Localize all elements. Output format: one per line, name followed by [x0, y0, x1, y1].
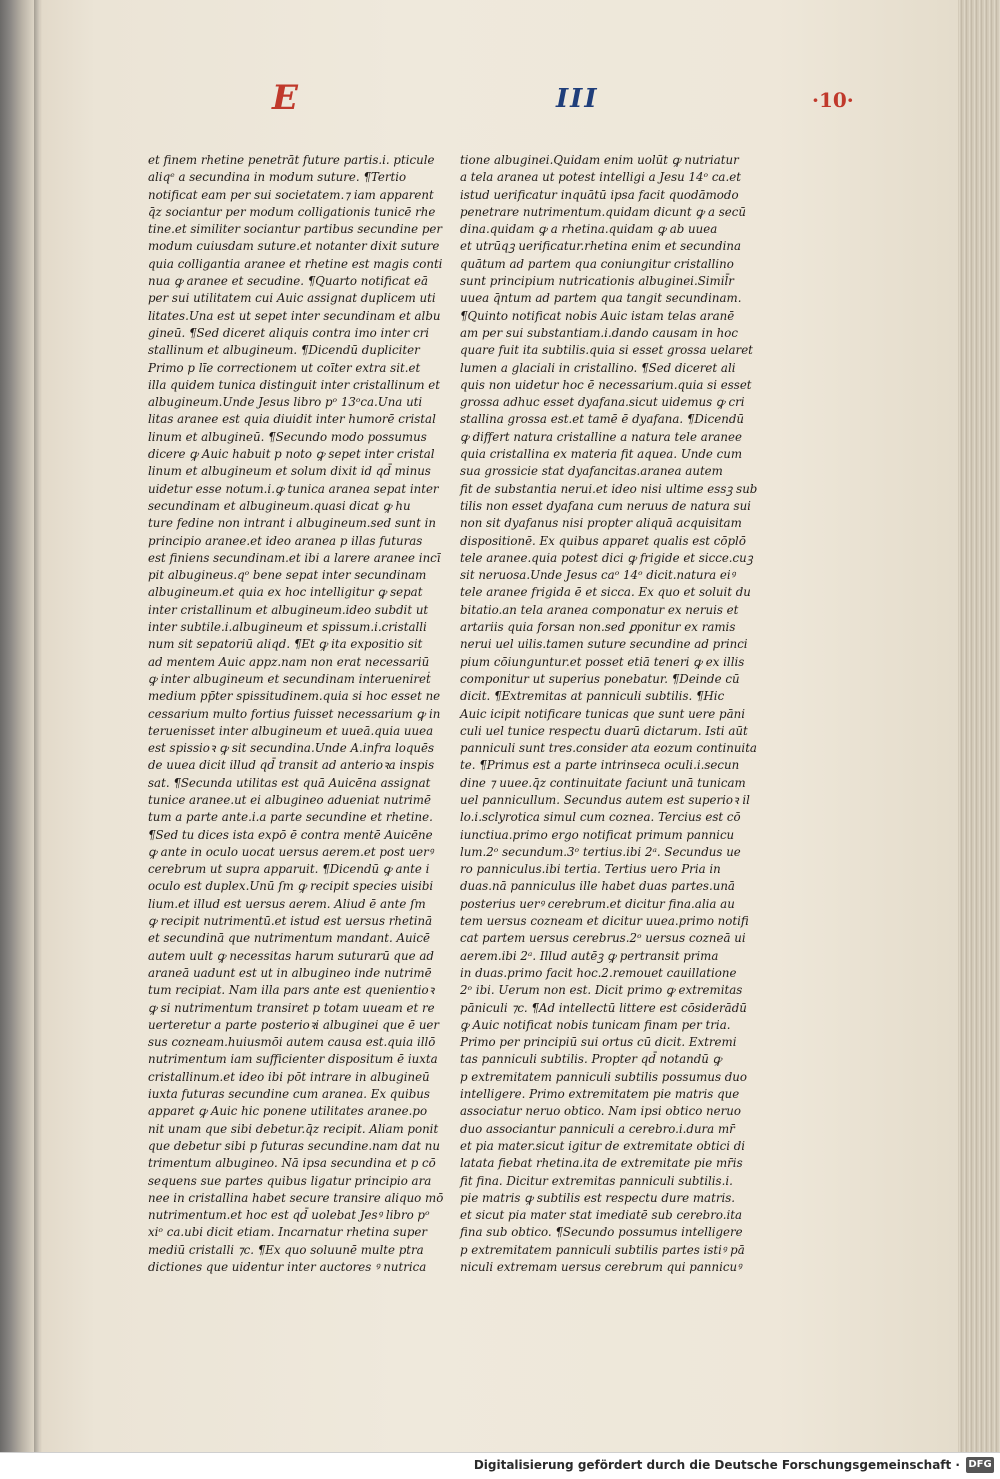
text-column-left — [148, 152, 444, 1274]
text-line: quare fuit ita subtilis.quia si esset grossa uelaret — [460, 343, 753, 358]
text-line: stallina grossa est.et tamē ē dyafana. ¶Dicendū — [460, 412, 744, 427]
text-line: sat. ¶Secunda utilitas est quā Auicēna assignat — [148, 775, 431, 790]
text-line: culi uel tunice respectu duarū dictarum. Isti aūt — [460, 723, 748, 738]
text-line: in duas.primo facit hoc.2.remouet cauillatione — [460, 965, 737, 980]
text-line: sua grossicie stat dyafancitas.aranea autem — [460, 464, 723, 479]
text-line: quis non uidetur hoc ē necessarium.quia si esset — [460, 377, 752, 392]
text-line: fit de substantia nerui.et ideo nisi ultime essꝫ sub — [460, 481, 758, 496]
text-line: medium pp̄ter spissitudinem.quia si hoc esset ne — [148, 689, 441, 704]
text-line: secundinam et albugineum.quasi dicat ꝙ hu — [148, 498, 411, 513]
text-line: p extremitatem panniculi subtilis partes istiꝰ pā — [460, 1242, 745, 1257]
text-line: nutrimentum.et hoc est qd̄ uolebat Jesꝰ libro pᵒ — [148, 1208, 430, 1223]
text-line: albugineum.et quia ex hoc intelligitur ꝙ sepat — [148, 585, 423, 600]
text-line: trimentum albugineo. Nā ipsa secundina et p cō — [148, 1156, 436, 1171]
text-line: ture fedine non intrant i albugineum.sed sunt in — [148, 516, 436, 531]
text-line: linum et albugineum et solum dixit id qd̄ minus — [148, 464, 431, 479]
text-line: stallinum et albugineum. ¶Dicendū dupliciter — [148, 343, 420, 358]
text-line: pie matris ꝙ subtilis est respectu dure matris. — [460, 1190, 736, 1205]
text-line: Primo per principiū sui ortus cū dicit. Extremi — [460, 1035, 737, 1050]
text-line: pāniculi ⁊c. ¶Ad intellectū littere est cōsiderādū — [460, 1000, 747, 1015]
text-line: modum cuiusdam suture.et notanter dixit suture — [148, 239, 440, 254]
header-initial: E — [272, 78, 298, 118]
text-line: artariis quia forsan non.sed ꝑponitur ex ramis — [460, 620, 736, 635]
text-line: intelligere. Primo extremitatem pie matris que — [460, 1087, 740, 1102]
header-section-mark: III — [556, 84, 599, 114]
text-line: dicere ꝙ Auic habuit p noto ꝙ sepet inter cristal — [148, 447, 435, 462]
text-line: sus cozneam.huiusmōi autem causa est.quia illō — [148, 1035, 436, 1050]
text-line: et pia mater.sicut igitur de extremitate obtici di — [460, 1138, 746, 1153]
text-line: nerui uel uilis.tamen suture secundine ad princi — [460, 637, 748, 652]
text-line: tum recipiat. Nam illa pars ante est quenientioꝛ — [148, 983, 435, 998]
text-line: principio aranee.et ideo aranea p illas futuras — [148, 533, 423, 548]
gutter-shadow — [34, 0, 42, 1452]
text-line: grossa adhuc esset dyafana.sicut uidemus ꝙ cri — [460, 395, 745, 410]
text-line: cerebrum ut supra apparuit. ¶Dicendū ꝙ ante i — [148, 862, 430, 877]
text-line: quia colligantia aranee et rhetine est magis conti — [148, 256, 443, 271]
text-line: inter cristallinum et albugineum.ideo subdit ut — [148, 602, 429, 617]
text-line: associatur neruo obtico. Nam ipsi obtico neruo — [460, 1104, 741, 1119]
text-line: cristallinum.et ideo ibi pōt intrare in albugineū — [148, 1069, 430, 1084]
text-line: uidetur esse notum.i.ꝙ tunica aranea sepat inter — [148, 481, 439, 496]
text-line: teruenisset inter albugineum et uueā.quia uuea — [148, 723, 434, 738]
text-line: panniculi sunt tres.consider ata eozum continuita — [460, 741, 757, 756]
text-line: et sicut pia mater stat imediatē sub cerebro.ita — [460, 1208, 743, 1223]
text-line: litas aranee est quia diuidit inter humorē cristal — [148, 412, 436, 427]
text-line: aerem.ibi 2ᵃ. Illud autēꝫ ꝙ pertransit prima — [460, 948, 719, 963]
text-line: dina.quidam ꝙ a rhetina.quidam ꝙ ab uuea — [460, 222, 718, 237]
text-line: ꝙ recipit nutrimentū.et istud est uersus rhetinā — [148, 914, 433, 929]
text-line: cat partem uersus cerebrus.2ᵒ uersus cozneā ui — [460, 931, 746, 946]
text-line: dicit. ¶Extremitas at panniculi subtilis. ¶Hic — [460, 689, 725, 704]
text-line: dispositionē. Ex quibus apparet qualis est cōplō — [460, 533, 746, 548]
text-line: lum.2ᵒ secundum.3ᵒ tertius.ibi 2ᵃ. Secundus ue — [460, 844, 741, 859]
text-column-right — [460, 152, 758, 1274]
text-line: uel pannicullum. Secundus autem est superioꝛ il — [460, 792, 750, 807]
funding-credit: Digitalisierung gefördert durch die Deutsche Forschungsgemeinschaft · — [473, 1458, 960, 1472]
text-line: nutrimentum iam sufficienter dispositum ē iuxta — [148, 1052, 438, 1067]
text-line: nit unam que sibi debetur.q̄z recipit. Aliam ponit — [148, 1121, 439, 1136]
text-line: duo associantur panniculi a cerebro.i.dura mr̄ — [460, 1121, 735, 1136]
text-line: per sui utilitatem cui Auic assignat duplicem uti — [148, 291, 436, 306]
text-line: dictiones que uidentur inter auctores ꝰ nutrica — [148, 1260, 427, 1274]
text-line: sequens sue partes quibus ligatur principio ara — [148, 1173, 432, 1188]
text-line: ꝙ ante in oculo uocat uersus aerem.et post uerꝰ — [148, 844, 434, 859]
text-line: ¶Quinto notificat nobis Auic istam telas aranē — [460, 308, 735, 323]
text-line: q̄z sociantur per modum colligationis tunicē rhe — [148, 204, 436, 219]
text-line: linum et albugineū. ¶Secundo modo possumus — [148, 429, 427, 444]
text-line: dine ⁊ uuee.q̄z continuitate faciunt unā tunicam — [460, 775, 746, 790]
text-line: lium.et illud est uersus aerem. Aliud ē ante ſm — [148, 896, 426, 911]
text-line: que debetur sibi p futuras secundine.nam dat nu — [148, 1138, 440, 1153]
text-line: bitatio.an tela aranea componatur ex neruis et — [460, 602, 739, 617]
text-line: num sit sepatoriū aliqd. ¶Et ꝙ ita expositio sit — [148, 637, 423, 652]
text-line: et finem rhetine penetrāt future partis.i. pticule — [148, 153, 435, 167]
footer-strip — [0, 1452, 1000, 1479]
text-line: lo.i.sclyrotica simul cum coznea. Tercius est cō — [460, 810, 741, 825]
text-line: illa quidem tunica distinguit inter cristallinum et — [148, 377, 440, 392]
text-line: tas panniculi subtilis. Propter qd̄ notandū ꝙ — [460, 1052, 722, 1067]
text-line: tine.et similiter sociantur partibus secundine per — [148, 222, 443, 237]
text-line: uerteretur a parte posterioꝛi albuginei que ē uer — [148, 1017, 440, 1032]
text-line: ¶Sed tu dices ista expō ē contra mentē Auicēne — [148, 827, 433, 842]
text-line: posterius uerꝰ cerebrum.et dicitur fina.alia au — [460, 896, 735, 911]
text-line: quātum ad partem qua coniungitur cristallino — [460, 256, 734, 271]
text-line: Primo p līe correctionem ut coīter extra sit.et — [148, 360, 421, 375]
text-line: ꝙ si nutrimentum transiret p totam uueam et re — [148, 1000, 435, 1015]
text-line: ro panniculus.ibi tertia. Tertius uero Pria in — [460, 862, 721, 877]
text-line: tele aranee frigida ē et sicca. Ex quo et soluit du — [460, 585, 751, 600]
text-line: tunice aranee.ut ei albugineo adueniat nutrimē — [148, 792, 431, 807]
text-line: latata fiebat rhetina.ita de extremitate pie mr̄is — [460, 1156, 743, 1171]
text-line: tione albuginei.Quidam enim uolūt ꝙ nutriatur — [460, 153, 739, 167]
text-line: 2ᵒ ibi. Uerum non est. Dicit primo ꝙ extremitas — [460, 983, 743, 998]
text-line: nua ꝙ aranee et secudine. ¶Quarto notificat eā — [148, 274, 428, 289]
text-line: pit albugineus.qᵒ bene sepat inter secundinam — [148, 568, 427, 583]
text-line: a tela aranea ut potest intelligi a Jesu 14ᵒ ca.et — [460, 170, 741, 185]
text-line: tilis non esset dyafana cum neruus de natura sui — [460, 498, 751, 513]
text-line: penetrare nutrimentum.quidam dicunt ꝙ a secū — [460, 204, 746, 219]
text-line: tele aranee.quia potest dici ꝙ frigide et sicce.cuꝫ — [460, 550, 753, 565]
text-line: gineū. ¶Sed diceret aliquis contra imo inter cri — [148, 325, 429, 340]
text-line: nee in cristallina habet secure transire aliquo mō — [148, 1190, 444, 1205]
text-line: et utrūqꝫ uerificatur.rhetina enim et secundina — [460, 239, 741, 254]
text-line: tem uersus cozneam et dicitur uuea.primo notifi — [460, 914, 749, 929]
text-line: fit fina. Dicitur extremitas panniculi subtilis.i. — [460, 1173, 733, 1188]
text-line: uuea q̄ntum ad partem qua tangit secundinam. — [460, 291, 742, 306]
text-line: istud uerificatur inquātū ipsa facit quodāmodo — [460, 187, 739, 202]
text-line: p extremitatem panniculi subtilis possumus duo — [460, 1069, 748, 1084]
text-line: iunctiua.primo ergo notificat primum pannicu — [460, 827, 735, 842]
text-line: apparet ꝙ Auic hic ponene utilitates aranee.po — [148, 1104, 428, 1119]
text-line: componitur ut superius ponebatur. ¶Deinde cū — [460, 671, 740, 686]
text-line: Auic icipit notificare tunicas que sunt uere pāni — [460, 706, 745, 721]
text-line: te. ¶Primus est a parte intrinseca oculi.i.secun — [460, 758, 740, 773]
page-edges — [958, 0, 1000, 1452]
text-line: niculi extremam uersus cerebrum qui pannicuꝰ — [460, 1260, 742, 1274]
text-line: ad mentem Auic appz.nam non erat necessariū — [148, 654, 430, 669]
folio-number: ·10· — [812, 88, 854, 112]
text-line: am per sui substantiam.i.dando causam in hoc — [460, 325, 738, 340]
text-line: ꝙ inter albugineum et secundinam interuenireṫ — [148, 671, 431, 686]
text-line: inter subtile.i.albugineum et spissum.i.cristalli — [148, 620, 427, 635]
text-line: duas.nā panniculus ille habet duas partes.unā — [460, 879, 735, 894]
text-line: quia cristallina ex materia fit aquea. Unde cum — [460, 447, 743, 462]
text-line: ꝙ differt natura cristalline a natura tele aranee — [460, 429, 742, 444]
text-line: autem uult ꝙ necessitas harum suturarū que ad — [148, 948, 434, 963]
text-line: tum a parte ante.i.a parte secundine et rhetine. — [148, 810, 433, 825]
text-line: cessarium multo fortius fuisset necessarium ꝙ in — [148, 706, 441, 721]
text-line: mediū cristalli ⁊c. ¶Ex quo soluunē multe ptra — [148, 1242, 424, 1257]
text-line: notificat eam per sui societatem.⁊ iam apparent — [148, 187, 434, 202]
text-line: aliqᵉ a secundina in modum suture. ¶Tertio — [148, 170, 407, 185]
text-line: albugineum.Unde Jesus libro pᵒ 13ᵒca.Una uti — [148, 395, 423, 410]
text-line: est spissioꝛ ꝙ sit secundina.Unde A.infra loquēs — [148, 741, 435, 756]
text-line: litates.Una est ut sepet inter secundinam et albu — [148, 308, 441, 323]
text-line: iuxta futuras secundine cum aranea. Ex quibus — [148, 1087, 430, 1102]
text-line: est finiens secundinam.et ibi a larere aranee incī — [148, 550, 441, 565]
text-line: araneā uadunt est ut in albugineo inde nutrimē — [148, 965, 432, 980]
text-line: et secundinā que nutrimentum mandant. Auicē — [148, 931, 431, 946]
dfg-logo: DFG — [966, 1457, 994, 1473]
text-line: de uuea dicit illud qd̄ transit ad anterioꝛa inspis — [148, 758, 435, 773]
text-line: ꝙ Auic notificat nobis tunicam finam per tria. — [460, 1017, 731, 1032]
text-line: fina sub obtico. ¶Secundo possumus intelligere — [460, 1225, 743, 1240]
text-line: xiᵒ ca.ubi dicit etiam. Incarnatur rhetina super — [148, 1225, 428, 1240]
text-line: non sit dyafanus nisi propter aliquā acquisitam — [460, 516, 742, 531]
text-line: oculo est duplex.Unū ſm ꝙ recipit species uisibi — [148, 879, 434, 894]
text-line: lumen a glaciali in cristallino. ¶Sed diceret ali — [460, 360, 736, 375]
text-line: pium cōiunguntur.et posset etiā teneri ꝙ ex illis — [460, 654, 745, 669]
text-line: sunt principium nutricationis albuginei.Simil̄r — [460, 274, 734, 289]
text-line: sit neruosa.Unde Jesus caᵒ 14ᵒ dicit.natura eiꝰ — [460, 568, 736, 583]
